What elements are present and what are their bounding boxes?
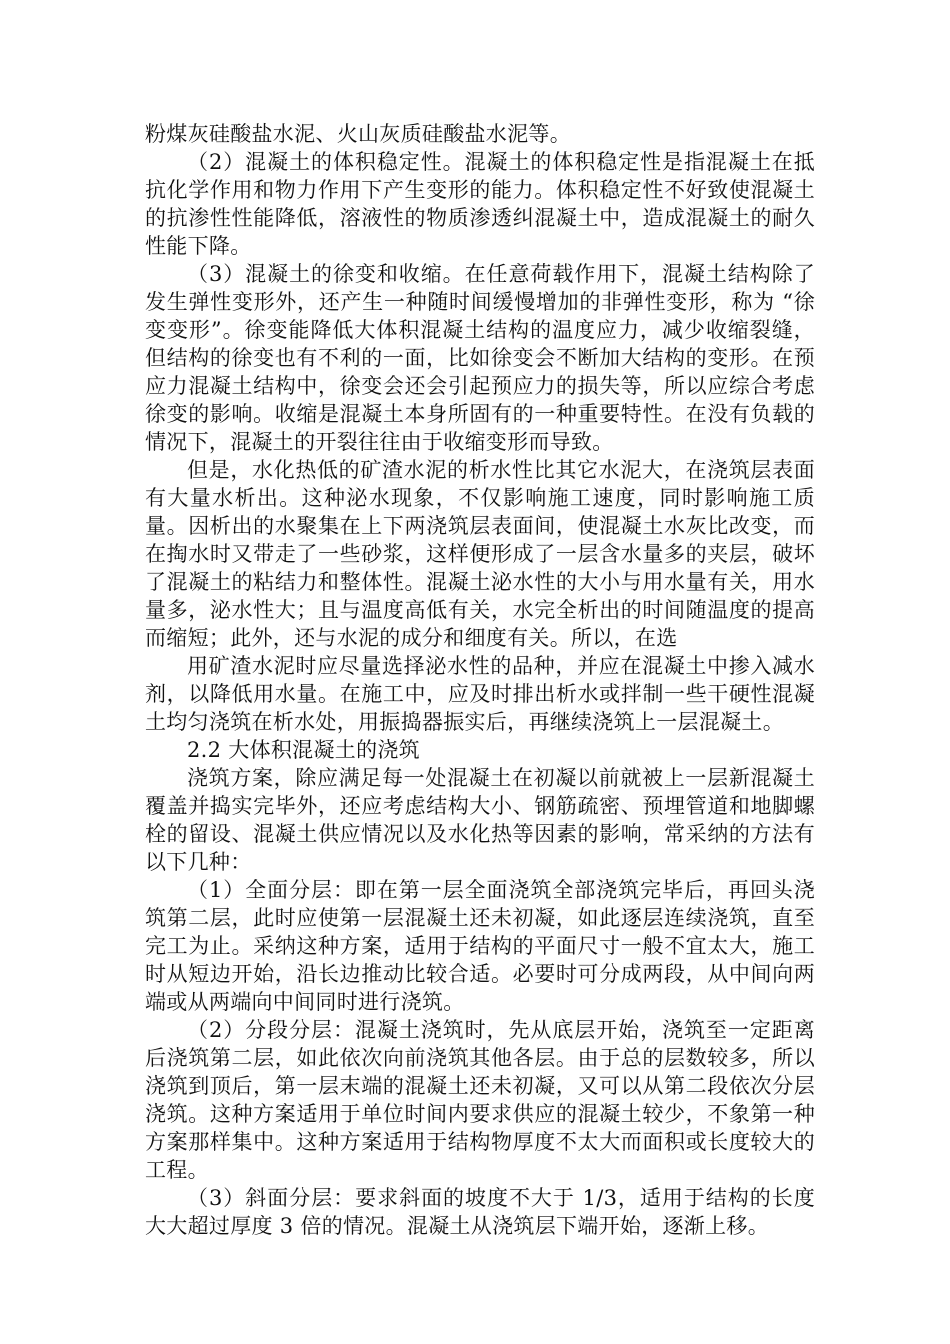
paragraph-slope-layering: （3）斜面分层：要求斜面的坡度不大于 1/3，适用于结构的长度大大超过厚度 3 倍的情况。混凝土从浇筑层下端开始，逐渐上移。 — [145, 1186, 815, 1238]
paragraph-pouring-plan: 浇筑方案，除应满足每一处混凝土在初凝以前就被上一层新混凝土覆盖并捣实完毕外，还应考虑结构大小、钢筋疏密、预埋管道和地脚螺栓的留设、混凝土供应情况以及水化热等因素的影响，常采纳的方法有以下几种： — [145, 766, 815, 874]
paragraph-segment-layering: （2）分段分层：混凝土浇筑时，先从底层开始，浇筑至一定距离后浇筑第二层，如此依次向前浇筑其他各层。由于总的层数较多，所以浇筑到顶后，第一层末端的混凝土还未初凝，又可以从第二段依次分层浇筑。这种方案适用于单位时间内要求供应的混凝土较少，不象第一种方案那样集中。这种方案适用于结构物厚度不太大而面积或长度较大的工程。 — [145, 1018, 815, 1182]
paragraph-bleeding-continued: 用矿渣水泥时应尽量选择泌水性的品种，并应在混凝土中掺入减水剂，以降低用水量。在施工中，应及时排出析水或拌制一些干硬性混凝土均匀浇筑在析水处，用振捣器振实后，再继续浇筑上一层混凝土。 — [145, 654, 815, 734]
paragraph-bleeding: 但是，水化热低的矿渣水泥的析水性比其它水泥大，在浇筑层表面有大量水析出。这种泌水现象，不仅影响施工速度，同时影响施工质量。因析出的水聚集在上下两浇筑层表面间，使混凝土水灰比改变，而在掏水时又带走了一些砂浆，这样便形成了一层含水量多的夹层，破坏了混凝土的粘结力和整体性。混凝土泌水性的大小与用水量有关，用水量多，泌水性大；且与温度高低有关，水完全析出的时间随温度的提高而缩短；此外，还与水泥的成分和细度有关。所以，在选 — [145, 458, 815, 650]
document-body — [145, 120, 815, 1240]
section-heading-pouring: 2.2 大体积混凝土的浇筑 — [187, 738, 420, 762]
paragraph-cement-types: 粉煤灰硅酸盐水泥、火山灰质硅酸盐水泥等。 — [145, 122, 571, 146]
paragraph-full-layering: （1）全面分层：即在第一层全面浇筑全部浇筑完毕后，再回头浇筑第二层，此时应使第一层混凝土还未初凝，如此逐层连续浇筑，直至完工为止。采纳这种方案，适用于结构的平面尺寸一般不宜太大，施工时从短边开始，沿长边推动比较合适。必要时可分成两段，从中间向两端或从两端向中间同时进行浇筑。 — [145, 878, 815, 1014]
paragraph-volume-stability: （2）混凝土的体积稳定性。混凝土的体积稳定性是指混凝土在抵抗化学作用和物力作用下产生变形的能力。体积稳定性不好致使混凝土的抗渗性性能降低，溶液性的物质渗透纠混凝土中，造成混凝土的耐久性能下降。 — [145, 150, 815, 258]
paragraph-creep-shrinkage: （3）混凝土的徐变和收缩。在任意荷载作用下，混凝土结构除了发生弹性变形外，还产生一种随时间缓慢增加的非弹性变形，称为 “徐变变形”。徐变能降低大体积混凝土结构的温度应力，减少收缩裂缝，但结构的徐变也有不利的一面，比如徐变会不断加大结构的变形。在预应力混凝土结构中，徐变会还会引起预应力的损失等，所以应综合考虑徐变的影响。收缩是混凝土本身所固有的一种重要特性。在没有负载的情况下，混凝土的开裂往往由于收缩变形而导致。 — [145, 262, 815, 454]
